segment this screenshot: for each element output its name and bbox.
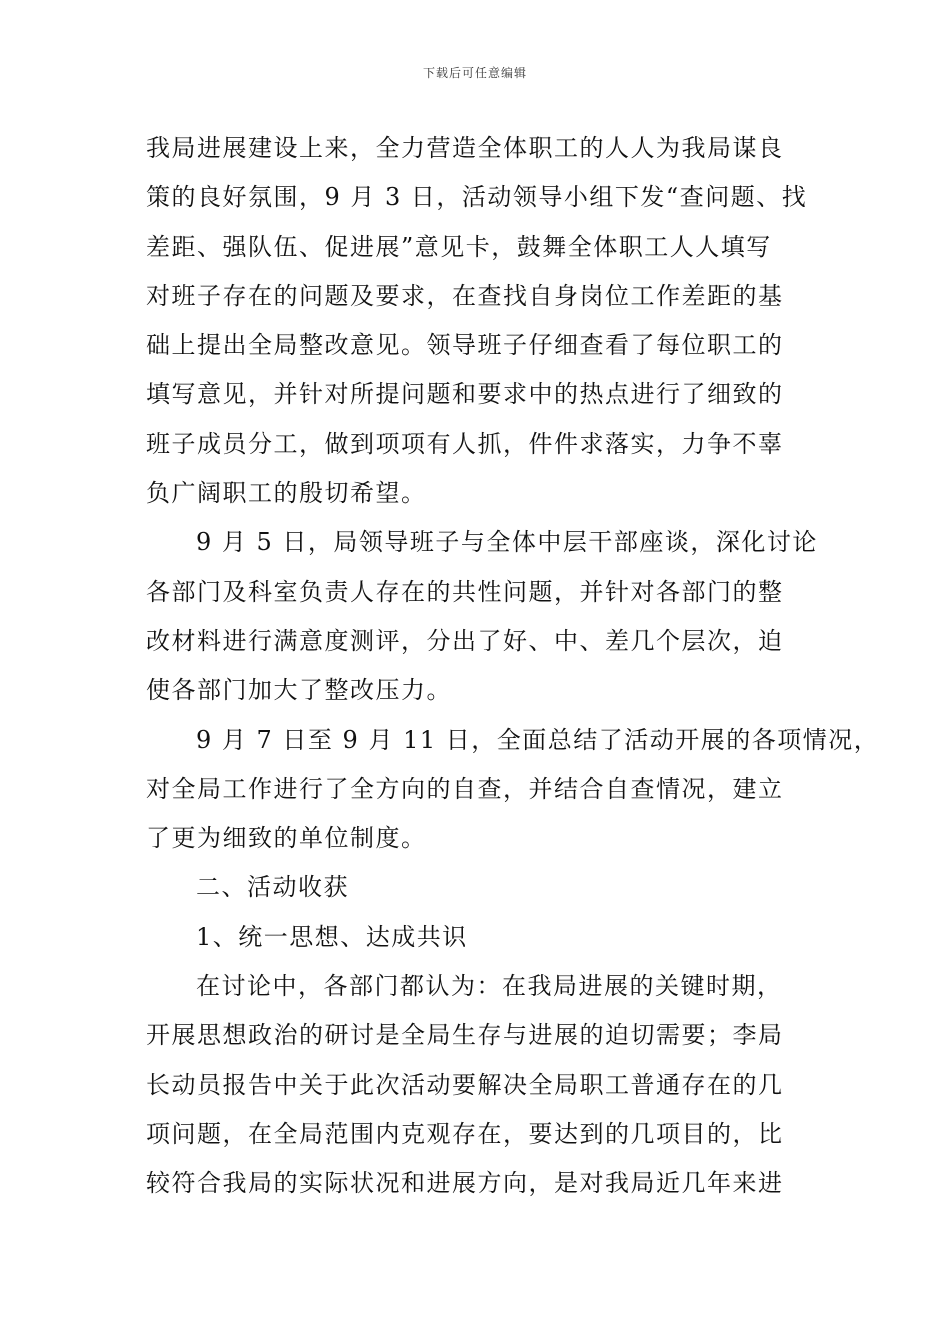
- text-line: 9 月 5 日，局领导班子与全体中层干部座谈，深化讨论: [196, 528, 818, 557]
- text-line: 填写意见，并针对所提问题和要求中的热点进行了细致的: [146, 380, 784, 409]
- text-line: 了更为细致的单位制度。: [146, 824, 427, 853]
- text-line: 各部门及科室负责人存在的共性问题，并针对各部门的整: [146, 577, 784, 606]
- text-line: 使各部门加大了整改压力。: [146, 676, 452, 705]
- text-line: 长动员报告中关于此次活动要解决全局职工普通存在的几: [146, 1070, 784, 1099]
- text-line: 改材料进行满意度测评，分出了好、中、差几个层次，迫: [146, 626, 784, 655]
- page-header: 下载后可任意编辑: [422, 66, 527, 80]
- text-line: 础上提出全局整改意见。领导班子仔细查看了每位职工的: [146, 331, 784, 360]
- text-line: 我局进展建设上来，全力营造全体职工的人人为我局谋良: [146, 134, 784, 162]
- paragraph-discussion: [146, 962, 811, 1208]
- text-line: 项问题，在全局范围内克观存在，要达到的几项目的，比: [146, 1119, 784, 1148]
- paragraph-activity-details: [146, 124, 811, 518]
- text-line: 开展思想政治的研讨是全局生存与进展的迫切需要；李局: [146, 1021, 784, 1050]
- paragraph-sept-7-11: [146, 716, 880, 864]
- text-line: 负广阔职工的殷切希望。: [146, 479, 427, 508]
- subsection-heading-unify-thinking: [146, 913, 811, 962]
- text-line: 策的良好氛围，9 月 3 日，活动领导小组下发“查问题、找: [146, 183, 808, 212]
- text-line: 差距、强队伍、促进展”意见卡，鼓舞全体职工人人填写: [146, 232, 772, 261]
- text-line: 班子成员分工，做到项项有人抓，件件求落实，力争不辜: [146, 429, 784, 458]
- document-body: [146, 124, 880, 1209]
- heading-line: 1、统一思想、达成共识: [196, 922, 468, 951]
- text-line: 9 月 7 日至 9 月 11 日，全面总结了活动开展的各项情况，: [196, 725, 880, 754]
- heading-line: 二、活动收获: [196, 873, 349, 902]
- text-line: 较符合我局的实际状况和进展方向，是对我局近几年来进: [146, 1169, 784, 1198]
- section-heading-activity-gains: [146, 863, 811, 912]
- text-line: 对全局工作进行了全方向的自查，并结合自查情况，建立: [146, 774, 784, 803]
- text-line: 在讨论中，各部门都认为：在我局进展的关键时期，: [196, 972, 783, 1001]
- text-line: 对班子存在的问题及要求，在查找自身岗位工作差距的基: [146, 281, 784, 310]
- paragraph-sept-5: [146, 518, 818, 715]
